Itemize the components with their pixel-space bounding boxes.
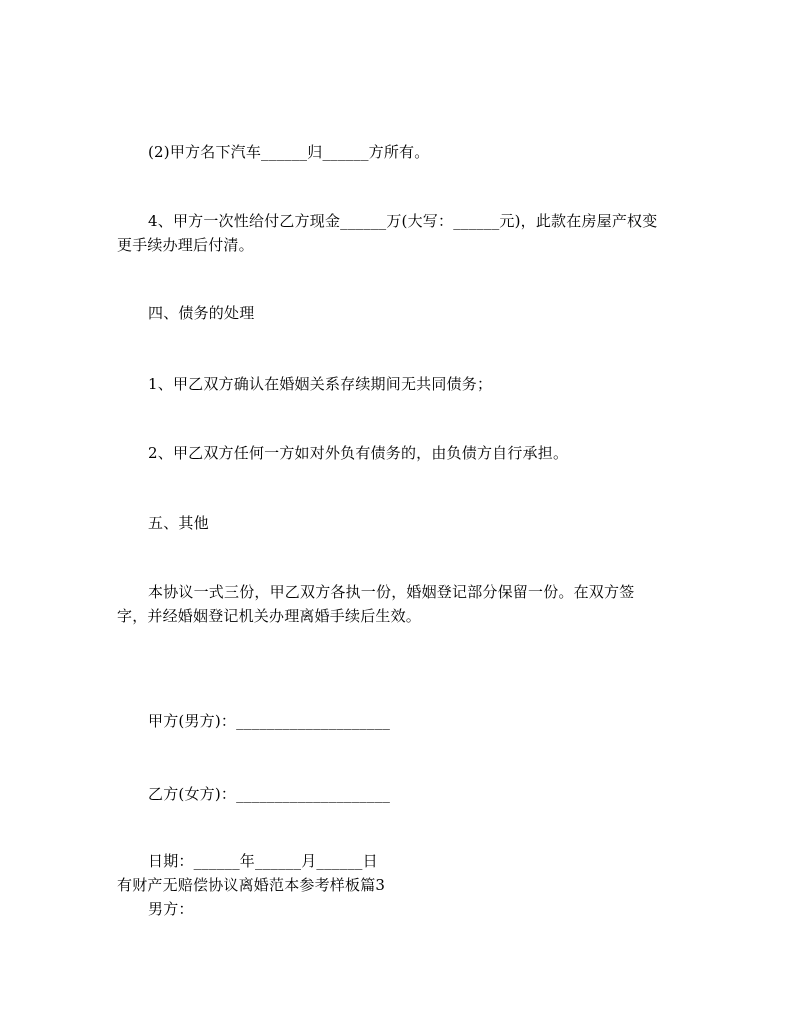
party-a-signature-line: 甲方(男方)：____________________ — [148, 712, 391, 730]
party-b-signature-line: 乙方(女方)：____________________ — [148, 785, 391, 803]
debt-section-heading: 四、债务的处理 — [148, 304, 255, 322]
cash-payment-clause-continued: 更手续办理后付清。 — [117, 236, 254, 254]
date-line: 日期：______年______月______日 — [148, 852, 378, 870]
cash-payment-clause: 4、甲方一次性给付乙方现金______万(大写：______元)，此款在房屋产权变 — [148, 212, 658, 230]
copies-clause: 本协议一式三份，甲乙双方各执一份，婚姻登记部分保留一份。在双方签 — [148, 583, 635, 601]
male-party-label: 男方： — [148, 900, 194, 918]
next-template-title: 有财产无赔偿协议离婚范本参考样板篇3 — [117, 876, 386, 894]
other-section-heading: 五、其他 — [148, 514, 209, 532]
debt-clause-2: 2、甲乙双方任何一方如对外负有债务的，由负债方自行承担。 — [148, 444, 569, 462]
copies-clause-continued: 字，并经婚姻登记机关办理离婚手续后生效。 — [117, 607, 422, 625]
debt-clause-1: 1、甲乙双方确认在婚姻关系存续期间无共同债务； — [148, 375, 493, 393]
car-ownership-clause: (2)甲方名下汽车______归______方所有。 — [148, 143, 430, 161]
